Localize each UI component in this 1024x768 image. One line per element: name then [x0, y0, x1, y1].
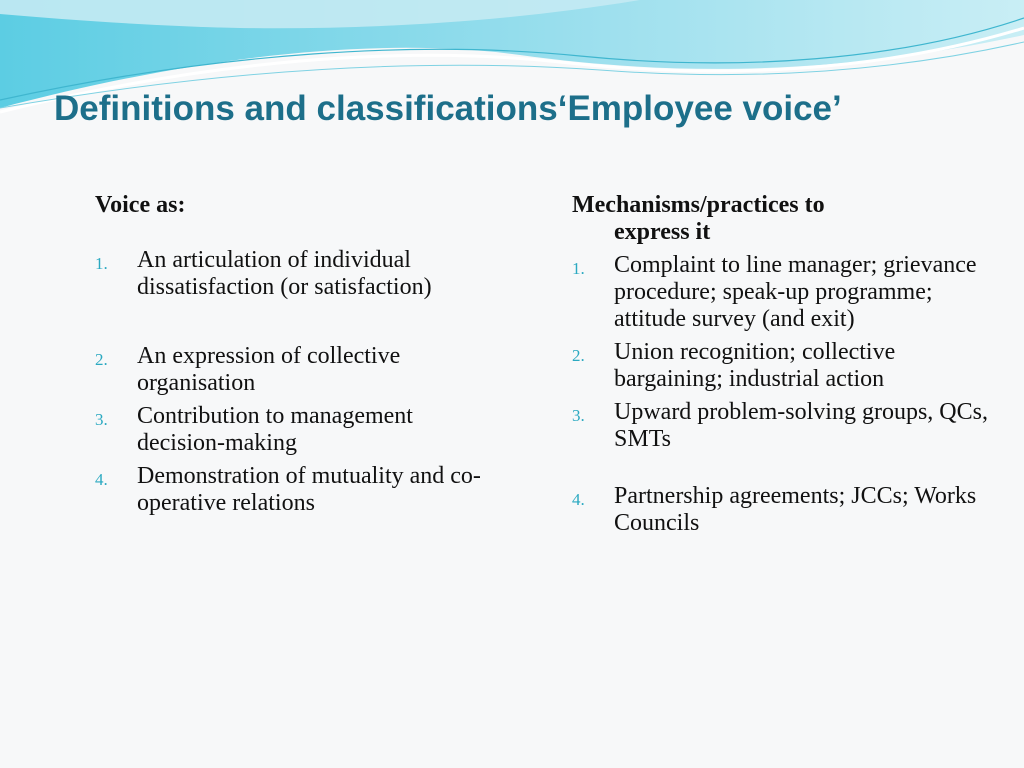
list-text: Union recognition; collective bargaining; industrial action: [614, 339, 896, 392]
list-text: An expression of collective organisation: [137, 343, 401, 396]
list-item: [95, 403, 505, 457]
list-item: [572, 252, 992, 333]
list-text: Contribution to management decision-making: [137, 403, 413, 456]
list-item: [95, 463, 505, 517]
right-heading: [572, 192, 992, 246]
list-number: 4.: [95, 470, 108, 489]
list-number: 1.: [95, 254, 108, 273]
list-number: 4.: [572, 490, 585, 509]
list-number: 3.: [572, 406, 585, 425]
list-number: 1.: [572, 259, 585, 278]
list-number: 3.: [95, 410, 108, 429]
list-text: Upward problem-solving groups, QCs, SMTs: [614, 399, 988, 452]
list-text: An articulation of individual dissatisfaction (or satisfaction): [137, 247, 432, 300]
list-number: 2.: [95, 350, 108, 369]
list-item: [95, 343, 505, 397]
left-column: [95, 192, 505, 517]
list-item: [572, 399, 992, 453]
list-text: Complaint to line manager; grievance procedure; speak-up programme; attitude survey (and exit): [614, 252, 977, 332]
list-number: 2.: [572, 346, 585, 365]
right-heading-line2: express it: [614, 219, 711, 245]
list-text: Demonstration of mutuality and co-operative relations: [137, 463, 481, 516]
right-heading-line1: Mechanisms/practices to: [572, 192, 825, 218]
slide-title: Definitions and classifications‘Employee voice’: [54, 89, 842, 128]
right-column: [572, 192, 992, 537]
list-item: [572, 339, 992, 393]
list-text: Partnership agreements; JCCs; Works Councils: [614, 483, 977, 536]
list-item: [572, 483, 992, 537]
list-item: [95, 247, 505, 301]
left-heading: Voice as:: [95, 192, 186, 218]
